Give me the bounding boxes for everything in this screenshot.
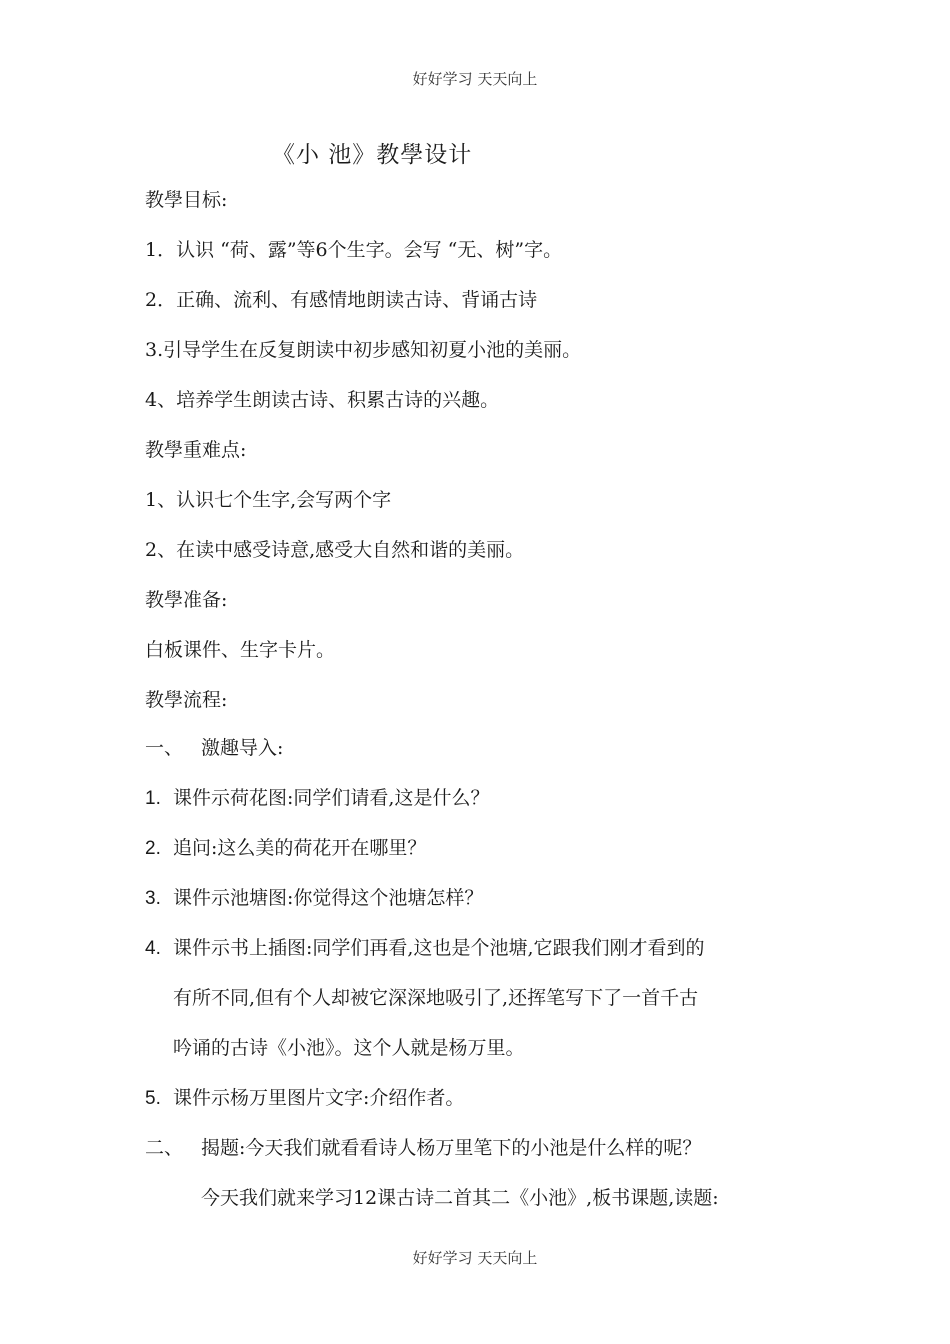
flow-heading: 教學流程: (145, 689, 228, 711)
page-header: 好好学习 天天向上 (412, 70, 538, 88)
goal-2: 2．正确、流利、有感情地朗读古诗、背诵古诗 (145, 289, 538, 311)
list-item (145, 1086, 464, 1111)
list-item-number: 1. (145, 788, 161, 809)
goal-3: 3.引导学生在反复朗读中初步感知初夏小池的美丽。 (145, 339, 582, 361)
step-two-continuation: 今天我们就来学习12课古诗二首其二《小池》,板书课题,读题: (201, 1187, 719, 1209)
list-item-text: 课件示书上插图:同学们再看,这也是个池塘,它跟我们刚才看到的 (173, 937, 705, 959)
step-one (145, 736, 283, 760)
list-item-number: 3. (145, 888, 161, 909)
key-point-2: 2、在读中感受诗意,感受大自然和谐的美丽。 (145, 539, 525, 561)
key-point-1: 1、认识七个生字,会写两个字 (145, 489, 392, 511)
page-footer: 好好学习 天天向上 (412, 1249, 538, 1267)
list-item-continuation: 吟诵的古诗《小池》。这个人就是杨万里。 (173, 1037, 525, 1059)
list-item-continuation: 有所不同,但有个人却被它深深地吸引了,还挥笔写下了一首千古 (173, 987, 699, 1009)
step-two-text: 揭题:今天我们就看看诗人杨万里笔下的小池是什么样的呢？ (201, 1137, 702, 1159)
list-item-text: 课件示荷花图:同学们请看,这是什么？ (173, 787, 490, 809)
goal-1: 1．认识 “荷、露”等6个生字。会写 “无、树”字。 (145, 239, 563, 261)
list-item-text: 课件示池塘图:你觉得这个池塘怎样？ (173, 887, 484, 909)
step-one-text: 激趣导入: (201, 737, 284, 759)
goal-4: 4、培养学生朗读古诗、积累古诗的兴趣。 (145, 389, 500, 411)
document-title: 《小 池》教學设计 (272, 142, 473, 168)
list-item (145, 836, 426, 861)
prep-item: 白板课件、生字卡片。 (145, 639, 336, 661)
goals-heading: 教學目标: (145, 189, 228, 211)
step-two-number: 二、 (145, 1137, 184, 1159)
step-two (145, 1136, 701, 1160)
key-points-heading: 教學重难点: (145, 439, 247, 461)
list-item-number: 5. (145, 1088, 161, 1109)
list-item-text: 追问:这么美的荷花开在哪里？ (173, 837, 427, 859)
list-item (145, 936, 704, 961)
prep-heading: 教學准备: (145, 589, 228, 611)
list-item (145, 886, 483, 911)
list-item (145, 786, 489, 811)
list-item-number: 2. (145, 838, 161, 859)
step-one-number: 一、 (145, 737, 184, 759)
list-item-number: 4. (145, 938, 161, 959)
list-item-text: 课件示杨万里图片文字:介绍作者。 (173, 1087, 465, 1109)
